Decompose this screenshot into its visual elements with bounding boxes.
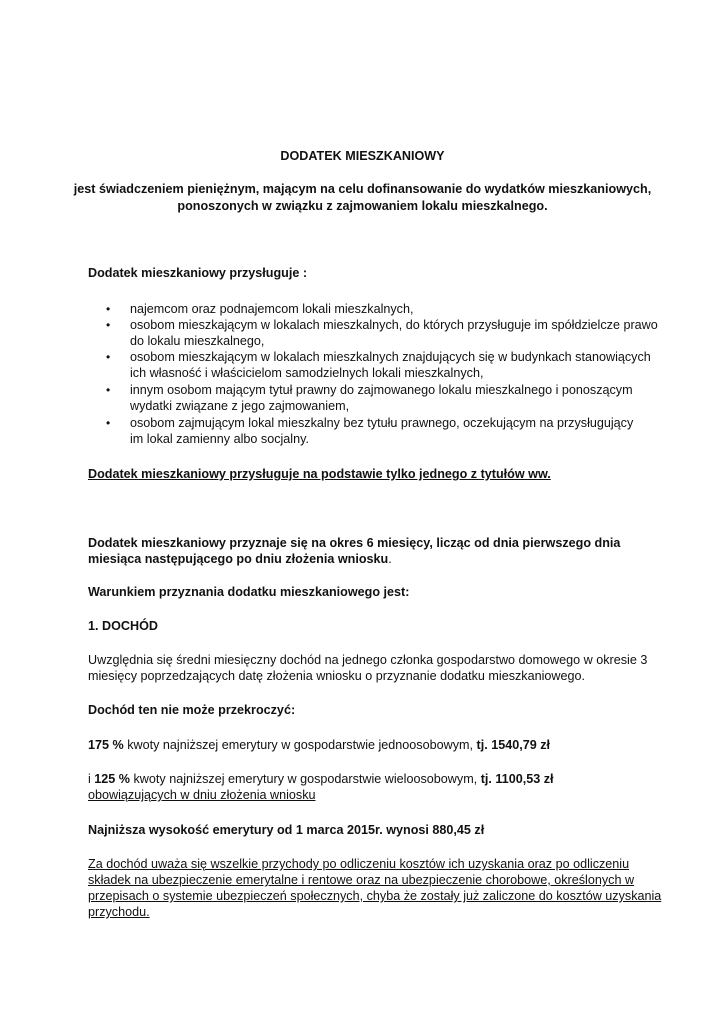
income-definition-line-1: Za dochód uważa się wszelkie przychody po odliczeniu kosztów ich uzyskania oraz po odliczeniu — [88, 857, 630, 871]
list-item: osobom mieszkającym w lokalach mieszkalnych, do których przysługuje im spółdzielcze prawo — [130, 318, 658, 332]
income-limit-single — [88, 737, 550, 753]
multi-prefix: i — [88, 772, 95, 786]
list-item: najemcom oraz podnajemcom lokali mieszkalnych, — [130, 302, 414, 316]
income-desc-line-2: miesięcy poprzedzających datę złożenia wniosku o przyznanie dodatku mieszkaniowego. — [88, 669, 586, 683]
period-line-2 — [88, 551, 392, 567]
eligibility-heading: Dodatek mieszkaniowy przysługuje : — [88, 266, 308, 280]
document-title: DODATEK MIESZKANIOWY — [280, 149, 445, 163]
single-title-note: Dodatek mieszkaniowy przysługuje na podstawie tylko jednego z tytułów ww. — [88, 467, 551, 481]
period-line-2-bold: miesiąca następującego po dniu złożenia wniosku — [88, 552, 389, 566]
list-item: osobom zajmującym lokal mieszkalny bez tytułu prawnego, oczekującym na przysługujący — [130, 416, 634, 430]
income-definition-line-3: przepisach o systemie ubezpieczeń społecznych, chyba że zostały już zaliczone do kosztów uzyskania — [88, 889, 662, 903]
subtitle-line-2: ponoszonych w związku z zajmowaniem lokalu mieszkalnego. — [177, 199, 548, 213]
multi-amount: tj. 1100,53 zł — [480, 772, 554, 786]
list-item-continuation: ich własność i właścicielom samodzielnych lokali mieszkalnych, — [130, 366, 484, 380]
income-desc-line-1: Uwzględnia się średni miesięczny dochód na jednego członka gospodarstwo domowego w okresie 3 — [88, 653, 648, 667]
bullet-icon: • — [106, 302, 111, 316]
list-item-continuation: im lokal zamienny albo socjalny. — [130, 432, 309, 446]
valid-note: obowiązujących w dniu złożenia wniosku — [88, 788, 316, 802]
bullet-icon: • — [106, 318, 111, 332]
income-limit-multi — [88, 771, 554, 787]
period-line-1: Dodatek mieszkaniowy przyznaje się na okres 6 miesięcy, licząc od dnia pierwszego dnia — [88, 536, 621, 550]
single-text: kwoty najniższej emerytury w gospodarstwie jednoosobowym, — [123, 738, 477, 752]
conditions-heading: Warunkiem przyznania dodatku mieszkaniowego jest: — [88, 585, 410, 599]
list-item-continuation: wydatki związane z jego zajmowaniem, — [130, 399, 350, 413]
single-amount: tj. 1540,79 zł — [476, 738, 551, 752]
list-item: osobom mieszkającym w lokalach mieszkalnych znajdujących się w budynkach stanowiących — [130, 350, 651, 364]
subtitle-line-1: jest świadczeniem pieniężnym, mającym na celu dofinansowanie do wydatków mieszkaniowych, — [73, 182, 652, 196]
income-heading: 1. DOCHÓD — [88, 619, 158, 633]
list-item: innym osobom mającym tytuł prawny do zajmowanego lokalu mieszkalnego i ponoszącym — [130, 383, 633, 397]
multi-text: kwoty najniższej emerytury w gospodarstwie wieloosobowym, — [130, 772, 481, 786]
list-item-continuation: do lokalu mieszkalnego, — [130, 334, 265, 348]
bullet-icon: • — [106, 416, 111, 430]
single-percent: 175 % — [88, 738, 124, 752]
bullet-icon: • — [106, 383, 111, 397]
income-definition-line-4: przychodu. — [88, 905, 150, 919]
period-line-2-end: . — [388, 552, 392, 566]
income-definition-line-2: składek na ubezpieczenie emerytalne i rentowe oraz na ubezpieczenie chorobowe, określonych w — [88, 873, 635, 887]
income-limit-heading: Dochód ten nie może przekroczyć: — [88, 703, 296, 717]
multi-percent: 125 % — [94, 772, 131, 786]
min-pension: Najniższa wysokość emerytury od 1 marca 2015r. wynosi 880,45 zł — [88, 823, 485, 837]
bullet-icon: • — [106, 350, 111, 364]
